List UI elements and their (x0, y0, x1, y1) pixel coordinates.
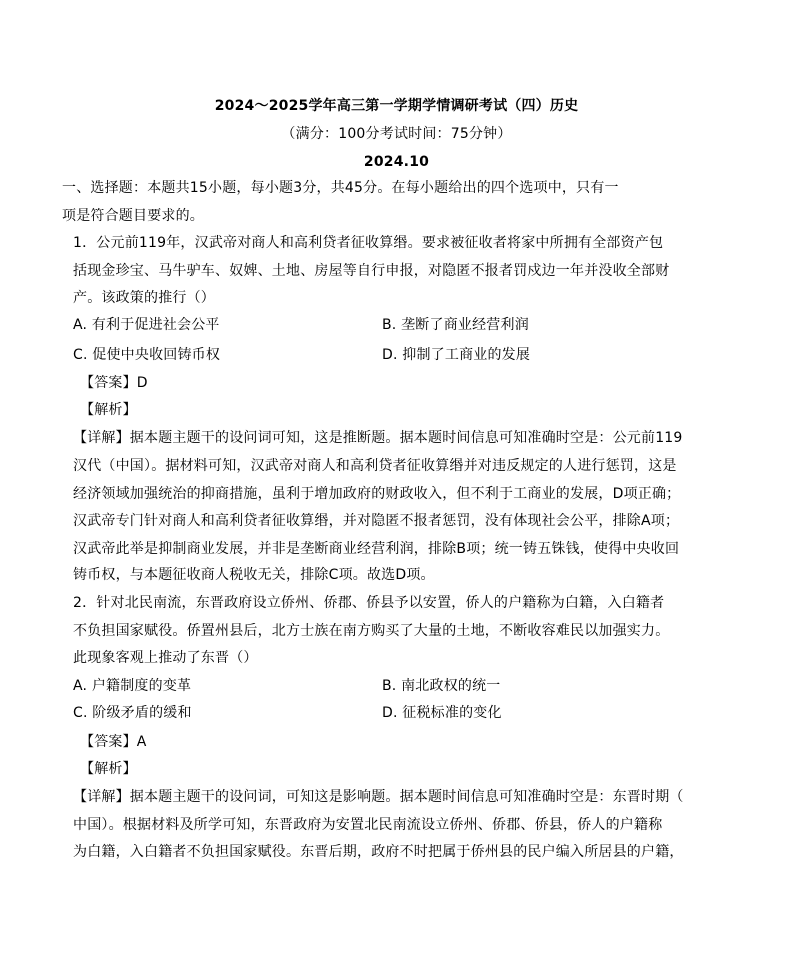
q1-analysis-label: 【解析】 (80, 402, 137, 418)
q2-option-a: A. 户籍制度的变革 (73, 678, 192, 694)
exam-date: 2024.10 (363, 154, 430, 170)
q1-detail: 【详解】据本题主题干的设问词可知，这是推断题。据本题时间信息可知准确时空是：公元前119 (73, 430, 683, 446)
q1-detail: 汉武帝专门针对商人和高利贷者征收算缗，并对隐匿不报者惩罚，没有体现社会公平，排除A项； (73, 513, 680, 529)
exam-subtitle: （满分：100分考试时间：75分钟） (281, 126, 512, 142)
q1-detail: 汉武帝此举是抑制商业发展，并非是垄断商业经营利润，排除B项；统一铸五铢钱，使得中央收回 (73, 541, 680, 557)
q2-detail: 【详解】据本题主题干的设问词，可知这是影响题。据本题时间信息可知准确时空是：东晋时期（ (73, 789, 684, 805)
q1-stem: 1．公元前119年，汉武帝对商人和高利贷者征收算缗。要求被征收者将家中所拥有全部资产包 (73, 235, 664, 251)
section-heading-cont: 项是符合题目要求的。 (62, 208, 204, 224)
q2-stem: 不负担国家赋役。侨置州县后，北方士族在南方购买了大量的土地，不断收容难民以加强实力。 (73, 623, 670, 639)
q1-detail: 经济领域加强统治的抑商措施，虽利于增加政府的财政收入，但不利于工商业的发展，D项正确； (73, 486, 681, 502)
q1-option-b: B. 垄断了商业经营利润 (382, 317, 529, 333)
q1-option-c: C. 促使中央收回铸币权 (73, 347, 221, 363)
q2-detail: 中国）。根据材料及所学可知，东晋政府为安置北民南流设立侨州、侨郡、侨县，侨人的户籍称 (73, 817, 663, 833)
q1-stem: 括现金珍宝、马牛驴车、奴婢、土地、房屋等自行申报，对隐匿不报者罚戍边一年并没收全部财 (73, 263, 670, 279)
q2-answer: 【答案】A (80, 734, 147, 750)
section-heading: 一、选择题：本题共15小题，每小题3分，共45分。在每小题给出的四个选项中，只有一 (62, 180, 619, 196)
q2-option-b: B. 南北政权的统一 (382, 678, 501, 694)
q1-stem: 产。该政策的推行（） (73, 290, 215, 306)
q2-stem: 2．针对北民南流，东晋政府设立侨州、侨郡、侨县予以安置，侨人的户籍称为白籍，入白籍者 (73, 595, 665, 611)
q1-option-d: D. 抑制了工商业的发展 (382, 347, 531, 363)
q1-answer: 【答案】D (80, 375, 148, 391)
q2-option-d: D. 征税标准的变化 (382, 705, 502, 721)
exam-title: 2024～2025学年高三第一学期学情调研考试（四）历史 (214, 98, 579, 114)
q1-option-a: A. 有利于促进社会公平 (73, 317, 220, 333)
q1-detail: 汉代（中国）。据材料可知，汉武帝对商人和高利贷者征收算缗并对违反规定的人进行惩罚，这是 (73, 458, 677, 474)
q2-detail: 为白籍，入白籍者不负担国家赋役。东晋后期，政府不时把属于侨州县的民户编入所居县的户籍， (73, 844, 684, 860)
q2-analysis-label: 【解析】 (80, 761, 137, 777)
q1-detail: 铸币权，与本题征收商人税收无关，排除C项。故选D项。 (73, 567, 435, 583)
q2-option-c: C. 阶级矛盾的缓和 (73, 705, 192, 721)
q2-stem: 此现象客观上推动了东晋（） (73, 650, 258, 666)
